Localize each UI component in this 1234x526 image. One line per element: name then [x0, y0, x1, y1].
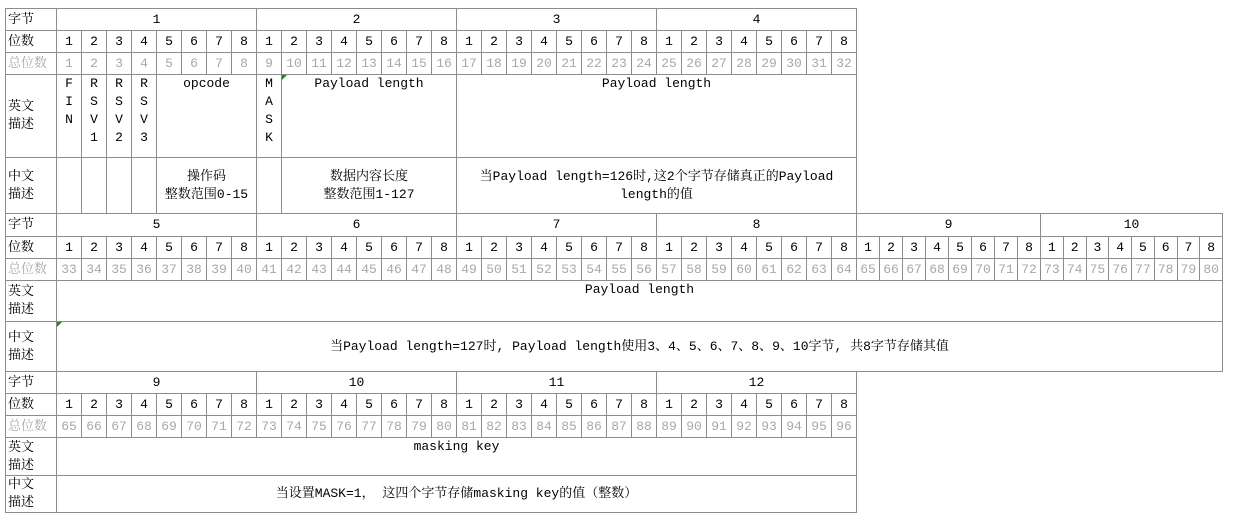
total-bit-cell: 13	[357, 53, 382, 75]
total-bit-cell: 63	[807, 259, 832, 281]
bit-number-cell: 5	[557, 237, 582, 259]
total-bit-cell: 68	[926, 259, 949, 281]
row-bits	[6, 237, 1223, 259]
bit-number-cell: 7	[807, 237, 832, 259]
bit-number-cell: 8	[432, 31, 457, 53]
bit-number-cell: 7	[407, 394, 432, 416]
bit-number-cell: 4	[132, 31, 157, 53]
total-bit-cell: 72	[1018, 259, 1041, 281]
row-label-byte: 字节	[6, 214, 57, 237]
bit-number-cell: 8	[432, 237, 457, 259]
bit-number-cell: 6	[582, 31, 607, 53]
row-total-bits	[6, 53, 857, 75]
bit-number-cell: 1	[857, 237, 880, 259]
bit-number-cell: 8	[632, 394, 657, 416]
en-description-cell: masking key	[57, 438, 857, 476]
en-description-cell: Payload length	[282, 75, 457, 158]
bit-number-cell: 4	[732, 394, 757, 416]
zh-description-cell: 操作码 整数范围0-15	[157, 158, 257, 214]
bit-number-cell: 6	[182, 394, 207, 416]
byte-number-cell: 10	[1041, 214, 1223, 237]
total-bit-cell: 83	[507, 416, 532, 438]
total-bit-cell: 56	[632, 259, 657, 281]
total-bit-cell: 47	[407, 259, 432, 281]
bit-number-cell: 7	[995, 237, 1018, 259]
row-label-byte: 字节	[6, 372, 57, 394]
total-bit-cell: 43	[307, 259, 332, 281]
total-bit-cell: 76	[1109, 259, 1132, 281]
total-bit-cell: 8	[232, 53, 257, 75]
row-zh	[6, 476, 857, 513]
row-en	[6, 438, 857, 476]
en-description-cell: M A S K	[257, 75, 282, 158]
total-bit-cell: 29	[757, 53, 782, 75]
total-bit-cell: 24	[632, 53, 657, 75]
total-bit-cell: 15	[407, 53, 432, 75]
comment-indicator-icon	[282, 75, 287, 80]
bit-number-cell: 8	[832, 394, 857, 416]
total-bit-cell: 44	[332, 259, 357, 281]
row-label-bits: 位数	[6, 31, 57, 53]
bit-number-cell: 1	[1041, 237, 1064, 259]
bit-number-cell: 2	[880, 237, 903, 259]
bit-number-cell: 1	[57, 237, 82, 259]
total-bit-cell: 91	[707, 416, 732, 438]
total-bit-cell: 87	[607, 416, 632, 438]
bit-number-cell: 7	[207, 394, 232, 416]
byte-number-cell: 5	[57, 214, 257, 237]
bit-number-cell: 1	[57, 394, 82, 416]
total-bit-cell: 1	[57, 53, 82, 75]
total-bit-cell: 58	[682, 259, 707, 281]
bit-number-cell: 2	[482, 394, 507, 416]
total-bit-cell: 10	[282, 53, 307, 75]
bit-number-cell: 3	[707, 237, 732, 259]
row-label-zh: 中文 描述	[6, 158, 57, 214]
bit-number-cell: 2	[682, 394, 707, 416]
zh-description-cell: 当Payload length=126时,这2个字节存储真正的Payload length的值	[457, 158, 857, 214]
en-description-cell: R S V 3	[132, 75, 157, 158]
bit-number-cell: 2	[82, 237, 107, 259]
total-bit-cell: 19	[507, 53, 532, 75]
total-bit-cell: 26	[682, 53, 707, 75]
total-bit-cell: 51	[507, 259, 532, 281]
total-bit-cell: 64	[832, 259, 857, 281]
total-bit-cell: 17	[457, 53, 482, 75]
bit-number-cell: 4	[732, 31, 757, 53]
total-bit-cell: 21	[557, 53, 582, 75]
en-description-cell: opcode	[157, 75, 257, 158]
total-bit-cell: 9	[257, 53, 282, 75]
bit-number-cell: 7	[207, 31, 232, 53]
row-label-bits: 位数	[6, 394, 57, 416]
bit-number-cell: 4	[332, 394, 357, 416]
total-bit-cell: 23	[607, 53, 632, 75]
total-bit-cell: 38	[182, 259, 207, 281]
total-bit-cell: 71	[207, 416, 232, 438]
total-bit-cell: 73	[257, 416, 282, 438]
bit-number-cell: 6	[582, 394, 607, 416]
bit-number-cell: 3	[507, 237, 532, 259]
total-bit-cell: 66	[880, 259, 903, 281]
en-description-cell: Payload length	[457, 75, 857, 158]
total-bit-cell: 67	[107, 416, 132, 438]
total-bit-cell: 70	[182, 416, 207, 438]
total-bit-cell: 62	[782, 259, 807, 281]
bit-number-cell: 1	[257, 394, 282, 416]
byte-number-cell: 7	[457, 214, 657, 237]
total-bit-cell: 18	[482, 53, 507, 75]
bit-number-cell: 4	[132, 394, 157, 416]
total-bit-cell: 6	[182, 53, 207, 75]
bit-number-cell: 4	[332, 31, 357, 53]
total-bit-cell: 92	[732, 416, 757, 438]
bit-number-cell: 6	[782, 394, 807, 416]
zh-description-cell: 数据内容长度 整数范围1-127	[282, 158, 457, 214]
total-bit-cell: 46	[382, 259, 407, 281]
total-bit-cell: 77	[1132, 259, 1155, 281]
en-description-cell: F I N	[57, 75, 82, 158]
frame-table-block-3	[5, 371, 857, 513]
total-bit-cell: 67	[903, 259, 926, 281]
bit-number-cell: 1	[657, 394, 682, 416]
row-zh	[6, 322, 1223, 372]
byte-number-cell: 9	[57, 372, 257, 394]
total-bit-cell: 65	[857, 259, 880, 281]
bit-number-cell: 3	[507, 31, 532, 53]
bit-number-cell: 7	[407, 31, 432, 53]
bit-number-cell: 3	[107, 237, 132, 259]
row-byte	[6, 372, 857, 394]
total-bit-cell: 34	[82, 259, 107, 281]
bit-number-cell: 7	[807, 31, 832, 53]
total-bit-cell: 36	[132, 259, 157, 281]
bit-number-cell: 8	[232, 237, 257, 259]
bit-number-cell: 5	[357, 31, 382, 53]
bit-number-cell: 2	[282, 237, 307, 259]
bit-number-cell: 8	[232, 31, 257, 53]
zh-description-cell	[257, 158, 282, 214]
total-bit-cell: 75	[307, 416, 332, 438]
bit-number-cell: 8	[232, 394, 257, 416]
total-bit-cell: 54	[582, 259, 607, 281]
row-label-en: 英文 描述	[6, 75, 57, 158]
row-label-byte: 字节	[6, 9, 57, 31]
bit-number-cell: 7	[1177, 237, 1200, 259]
bit-number-cell: 3	[307, 31, 332, 53]
total-bit-cell: 22	[582, 53, 607, 75]
bit-number-cell: 5	[949, 237, 972, 259]
total-bit-cell: 73	[1041, 259, 1064, 281]
total-bit-cell: 3	[107, 53, 132, 75]
total-bit-cell: 31	[807, 53, 832, 75]
row-label-zh: 中文 描述	[6, 476, 57, 513]
bit-number-cell: 3	[307, 237, 332, 259]
total-bit-cell: 69	[949, 259, 972, 281]
bit-number-cell: 5	[557, 31, 582, 53]
total-bit-cell: 72	[232, 416, 257, 438]
total-bit-cell: 90	[682, 416, 707, 438]
bit-number-cell: 3	[707, 31, 732, 53]
row-zh	[6, 158, 857, 214]
total-bit-cell: 27	[707, 53, 732, 75]
total-bit-cell: 74	[1063, 259, 1086, 281]
total-bit-cell: 40	[232, 259, 257, 281]
total-bit-cell: 68	[132, 416, 157, 438]
bit-number-cell: 6	[582, 237, 607, 259]
total-bit-cell: 16	[432, 53, 457, 75]
bit-number-cell: 8	[432, 394, 457, 416]
total-bit-cell: 7	[207, 53, 232, 75]
bit-number-cell: 4	[1109, 237, 1132, 259]
row-byte	[6, 214, 1223, 237]
byte-number-cell: 9	[857, 214, 1041, 237]
row-bits	[6, 31, 857, 53]
total-bit-cell: 2	[82, 53, 107, 75]
bit-number-cell: 3	[307, 394, 332, 416]
bit-number-cell: 3	[107, 394, 132, 416]
bit-number-cell: 8	[832, 31, 857, 53]
total-bit-cell: 5	[157, 53, 182, 75]
total-bit-cell: 45	[357, 259, 382, 281]
bit-number-cell: 6	[382, 31, 407, 53]
bit-number-cell: 5	[157, 31, 182, 53]
row-label-total-bits: 总位数	[6, 416, 57, 438]
total-bit-cell: 60	[732, 259, 757, 281]
bit-number-cell: 5	[557, 394, 582, 416]
total-bit-cell: 59	[707, 259, 732, 281]
total-bit-cell: 11	[307, 53, 332, 75]
row-label-en: 英文 描述	[6, 281, 57, 322]
byte-number-cell: 6	[257, 214, 457, 237]
total-bit-cell: 12	[332, 53, 357, 75]
bit-number-cell: 6	[382, 394, 407, 416]
row-bits	[6, 394, 857, 416]
total-bit-cell: 37	[157, 259, 182, 281]
bit-number-cell: 5	[357, 394, 382, 416]
zh-description-cell	[57, 158, 82, 214]
byte-number-cell: 10	[257, 372, 457, 394]
bit-number-cell: 6	[182, 237, 207, 259]
bit-number-cell: 7	[807, 394, 832, 416]
bit-number-cell: 1	[457, 394, 482, 416]
bit-number-cell: 4	[732, 237, 757, 259]
bit-number-cell: 2	[682, 237, 707, 259]
total-bit-cell: 85	[557, 416, 582, 438]
bit-number-cell: 1	[57, 31, 82, 53]
zh-description-cell	[107, 158, 132, 214]
total-bit-cell: 39	[207, 259, 232, 281]
en-description-cell: R S V 2	[107, 75, 132, 158]
zh-description-cell	[132, 158, 157, 214]
frame-table-block-2	[5, 213, 1223, 372]
en-description-cell: R S V 1	[82, 75, 107, 158]
row-total-bits	[6, 416, 857, 438]
total-bit-cell: 79	[1177, 259, 1200, 281]
row-label-zh: 中文 描述	[6, 322, 57, 372]
bit-number-cell: 5	[1132, 237, 1155, 259]
bit-number-cell: 1	[457, 237, 482, 259]
bit-number-cell: 4	[332, 237, 357, 259]
total-bit-cell: 57	[657, 259, 682, 281]
bit-number-cell: 7	[607, 31, 632, 53]
en-description-cell: Payload length	[57, 281, 1223, 322]
total-bit-cell: 33	[57, 259, 82, 281]
bit-number-cell: 1	[457, 31, 482, 53]
row-en	[6, 75, 857, 158]
byte-number-cell: 4	[657, 9, 857, 31]
total-bit-cell: 49	[457, 259, 482, 281]
bit-number-cell: 6	[782, 31, 807, 53]
total-bit-cell: 77	[357, 416, 382, 438]
bit-number-cell: 1	[257, 237, 282, 259]
total-bit-cell: 70	[972, 259, 995, 281]
total-bit-cell: 80	[432, 416, 457, 438]
byte-number-cell: 3	[457, 9, 657, 31]
total-bit-cell: 95	[807, 416, 832, 438]
total-bit-cell: 78	[1154, 259, 1177, 281]
row-label-en: 英文 描述	[6, 438, 57, 476]
total-bit-cell: 48	[432, 259, 457, 281]
total-bit-cell: 96	[832, 416, 857, 438]
total-bit-cell: 76	[332, 416, 357, 438]
bit-number-cell: 2	[482, 237, 507, 259]
total-bit-cell: 80	[1200, 259, 1223, 281]
total-bit-cell: 55	[607, 259, 632, 281]
total-bit-cell: 32	[832, 53, 857, 75]
total-bit-cell: 74	[282, 416, 307, 438]
bit-number-cell: 6	[182, 31, 207, 53]
total-bit-cell: 79	[407, 416, 432, 438]
total-bit-cell: 41	[257, 259, 282, 281]
total-bit-cell: 30	[782, 53, 807, 75]
bit-number-cell: 5	[357, 237, 382, 259]
bit-number-cell: 8	[1200, 237, 1223, 259]
bit-number-cell: 8	[832, 237, 857, 259]
total-bit-cell: 84	[532, 416, 557, 438]
bit-number-cell: 5	[157, 237, 182, 259]
bit-number-cell: 7	[207, 237, 232, 259]
byte-number-cell: 12	[657, 372, 857, 394]
bit-number-cell: 3	[903, 237, 926, 259]
bit-number-cell: 6	[1154, 237, 1177, 259]
total-bit-cell: 25	[657, 53, 682, 75]
total-bit-cell: 53	[557, 259, 582, 281]
bit-number-cell: 2	[82, 394, 107, 416]
bit-number-cell: 4	[532, 394, 557, 416]
row-label-total-bits: 总位数	[6, 53, 57, 75]
byte-number-cell: 8	[657, 214, 857, 237]
comment-indicator-icon	[57, 322, 62, 327]
total-bit-cell: 66	[82, 416, 107, 438]
bit-number-cell: 1	[257, 31, 282, 53]
bit-number-cell: 5	[757, 394, 782, 416]
bit-number-cell: 7	[607, 394, 632, 416]
bit-number-cell: 5	[757, 31, 782, 53]
bit-number-cell: 2	[282, 31, 307, 53]
total-bit-cell: 93	[757, 416, 782, 438]
total-bit-cell: 61	[757, 259, 782, 281]
bit-number-cell: 3	[1086, 237, 1109, 259]
total-bit-cell: 52	[532, 259, 557, 281]
total-bit-cell: 42	[282, 259, 307, 281]
byte-number-cell: 1	[57, 9, 257, 31]
row-label-bits: 位数	[6, 237, 57, 259]
total-bit-cell: 88	[632, 416, 657, 438]
bit-number-cell: 5	[157, 394, 182, 416]
bit-number-cell: 2	[682, 31, 707, 53]
bit-number-cell: 3	[107, 31, 132, 53]
bit-number-cell: 8	[632, 31, 657, 53]
bit-number-cell: 4	[532, 31, 557, 53]
zh-description-cell: 当设置MASK=1， 这四个字节存储masking key的值（整数）	[57, 476, 857, 513]
bit-number-cell: 6	[972, 237, 995, 259]
total-bit-cell: 69	[157, 416, 182, 438]
total-bit-cell: 65	[57, 416, 82, 438]
zh-description-cell: 当Payload length=127时, Payload length使用3、4、5、6、7、8、9、10字节, 共8字节存储其值	[57, 322, 1223, 372]
bit-number-cell: 5	[757, 237, 782, 259]
total-bit-cell: 82	[482, 416, 507, 438]
byte-number-cell: 2	[257, 9, 457, 31]
bit-number-cell: 3	[707, 394, 732, 416]
bit-number-cell: 7	[407, 237, 432, 259]
frame-table-block-1	[5, 8, 857, 214]
byte-number-cell: 11	[457, 372, 657, 394]
total-bit-cell: 35	[107, 259, 132, 281]
bit-number-cell: 4	[132, 237, 157, 259]
total-bit-cell: 14	[382, 53, 407, 75]
row-total-bits	[6, 259, 1223, 281]
bit-number-cell: 2	[282, 394, 307, 416]
total-bit-cell: 89	[657, 416, 682, 438]
bit-number-cell: 4	[926, 237, 949, 259]
total-bit-cell: 28	[732, 53, 757, 75]
total-bit-cell: 71	[995, 259, 1018, 281]
total-bit-cell: 75	[1086, 259, 1109, 281]
row-byte	[6, 9, 857, 31]
bit-number-cell: 3	[507, 394, 532, 416]
bit-number-cell: 1	[657, 31, 682, 53]
bit-number-cell: 4	[532, 237, 557, 259]
bit-number-cell: 8	[632, 237, 657, 259]
bit-number-cell: 7	[607, 237, 632, 259]
total-bit-cell: 20	[532, 53, 557, 75]
zh-description-cell	[82, 158, 107, 214]
total-bit-cell: 94	[782, 416, 807, 438]
bit-number-cell: 1	[657, 237, 682, 259]
total-bit-cell: 78	[382, 416, 407, 438]
row-label-total-bits: 总位数	[6, 259, 57, 281]
bit-number-cell: 6	[782, 237, 807, 259]
bit-number-cell: 2	[1063, 237, 1086, 259]
bit-number-cell: 2	[482, 31, 507, 53]
total-bit-cell: 86	[582, 416, 607, 438]
row-en	[6, 281, 1223, 322]
total-bit-cell: 4	[132, 53, 157, 75]
total-bit-cell: 50	[482, 259, 507, 281]
bit-number-cell: 8	[1018, 237, 1041, 259]
total-bit-cell: 81	[457, 416, 482, 438]
bit-number-cell: 6	[382, 237, 407, 259]
bit-number-cell: 2	[82, 31, 107, 53]
